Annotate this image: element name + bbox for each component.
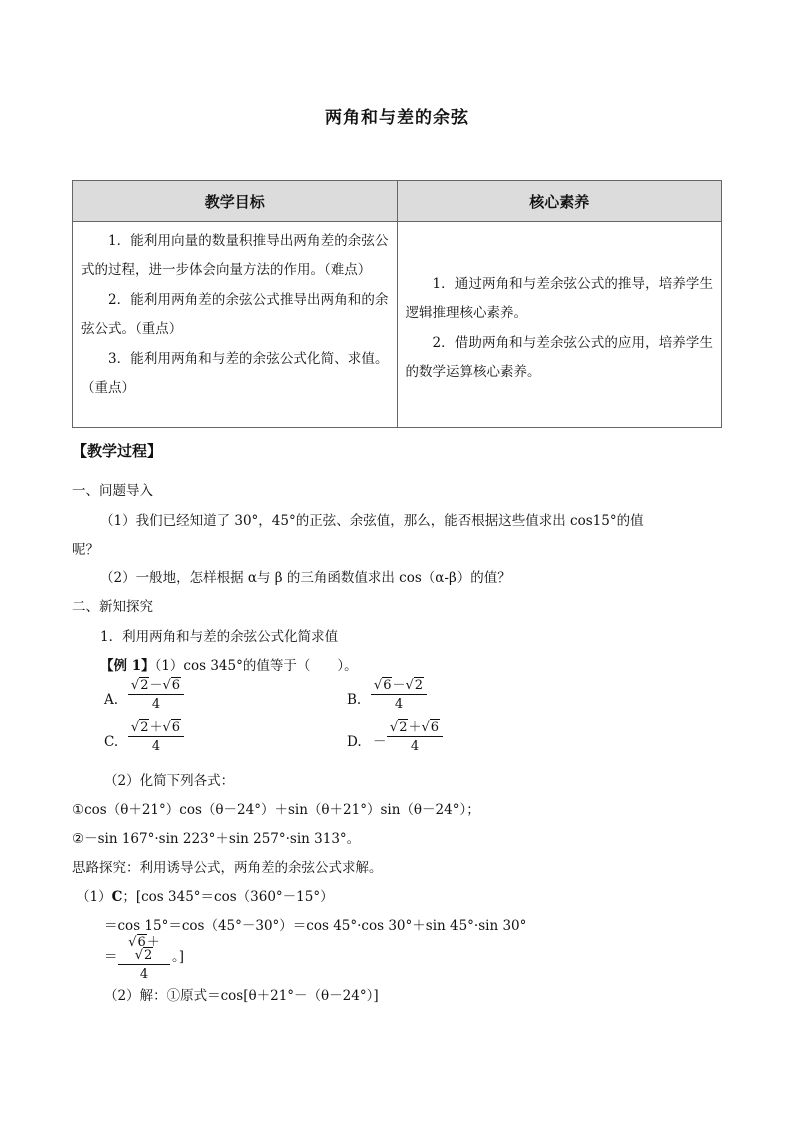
example-question-2: （2）化简下列各式： bbox=[104, 773, 235, 789]
option-a-fraction: $\frac{√2-√6}{4}$ bbox=[128, 679, 184, 711]
question-1-continued: 呢？ bbox=[72, 542, 99, 558]
solution-1-equals: ＝ bbox=[104, 949, 118, 965]
goal-item: 1．能利用向量的数量积推导出两角差的余弦公式的过程，进一步体会向量方法的作用。（难点） bbox=[81, 233, 389, 279]
goal-item: 2．能利用两角差的余弦公式推导出两角和的余弦公式。（重点） bbox=[81, 291, 389, 338]
solution-1: （1）C；[cos 345°＝cos（360°－15°） bbox=[76, 889, 334, 905]
section-heading: 一、问题导入 bbox=[72, 483, 153, 499]
option-d-fraction: $\frac{√2+√6}{4}$ bbox=[387, 721, 443, 753]
literacy-cell bbox=[397, 222, 722, 428]
subsection-heading: 1．利用两角和与差的余弦公式化简求值 bbox=[100, 629, 339, 645]
page-title: 两角和与差的余弦 bbox=[325, 108, 469, 128]
option-b-label: B. bbox=[347, 692, 362, 708]
solution-1-answer: C bbox=[111, 889, 123, 905]
expression-1: ①cos（θ＋21°）cos（θ－24°）＋sin（θ＋21°）sin（θ－24°）； bbox=[72, 802, 480, 818]
question-1: （1）我们已经知道了 30°，45°的正弦、余弦值，那么，能否根据这些值求出 cos15°的值 bbox=[100, 513, 644, 529]
goal-item: 3．能利用两角和与差的余弦公式化简、求值。（重点） bbox=[81, 350, 389, 397]
example-question-1 bbox=[100, 660, 358, 674]
solution-1-line-2: ＝cos 15°＝cos（45°－30°）＝cos 45°·cos 30°＋sin 45°·sin 30° bbox=[104, 918, 527, 934]
goals-cell bbox=[73, 222, 398, 428]
solution-2: （2）解：①原式＝cos[θ＋21°－（θ－24°）] bbox=[104, 988, 379, 1004]
example-text: （1）cos 345°的值等于（ ）。 bbox=[154, 658, 358, 674]
literacy-item: 2．借助两角和与差余弦公式的应用，培养学生的数学运算核心素养。 bbox=[405, 334, 713, 381]
goals-table bbox=[72, 180, 722, 428]
option-c-label: C. bbox=[104, 734, 119, 750]
process-heading: 【教学过程】 bbox=[72, 442, 163, 460]
option-d-sign: － bbox=[373, 734, 387, 750]
approach-hint: 思路探究：利用诱导公式，两角差的余弦公式求解。 bbox=[72, 860, 383, 876]
option-c-fraction: $\frac{√2+√6}{4}$ bbox=[128, 721, 184, 753]
section-heading: 二、新知探究 bbox=[72, 599, 153, 615]
literacy-header: 核心素养 bbox=[397, 181, 722, 222]
option-b-fraction: $\frac{√6-√2}{4}$ bbox=[371, 679, 427, 711]
option-a-label: A. bbox=[104, 692, 119, 708]
literacy-item: 1．通过两角和与差余弦公式的推导，培养学生逻辑推理核心素养。 bbox=[405, 276, 713, 322]
option-d-label: D. bbox=[347, 734, 362, 750]
example-label: 【例 1】 bbox=[100, 658, 155, 674]
solution-1-tail: 。] bbox=[172, 949, 185, 965]
goals-header: 教学目标 bbox=[73, 181, 398, 222]
expression-2: ②－sin 167°·sin 223°＋sin 257°·sin 313°。 bbox=[72, 831, 361, 847]
question-2: （2）一般地，怎样根据 α与 β 的三角函数值求出 cos（α-β）的值？ bbox=[100, 570, 511, 586]
solution-1-fraction: $\frac{√6+√2}{4}$ bbox=[118, 936, 170, 981]
